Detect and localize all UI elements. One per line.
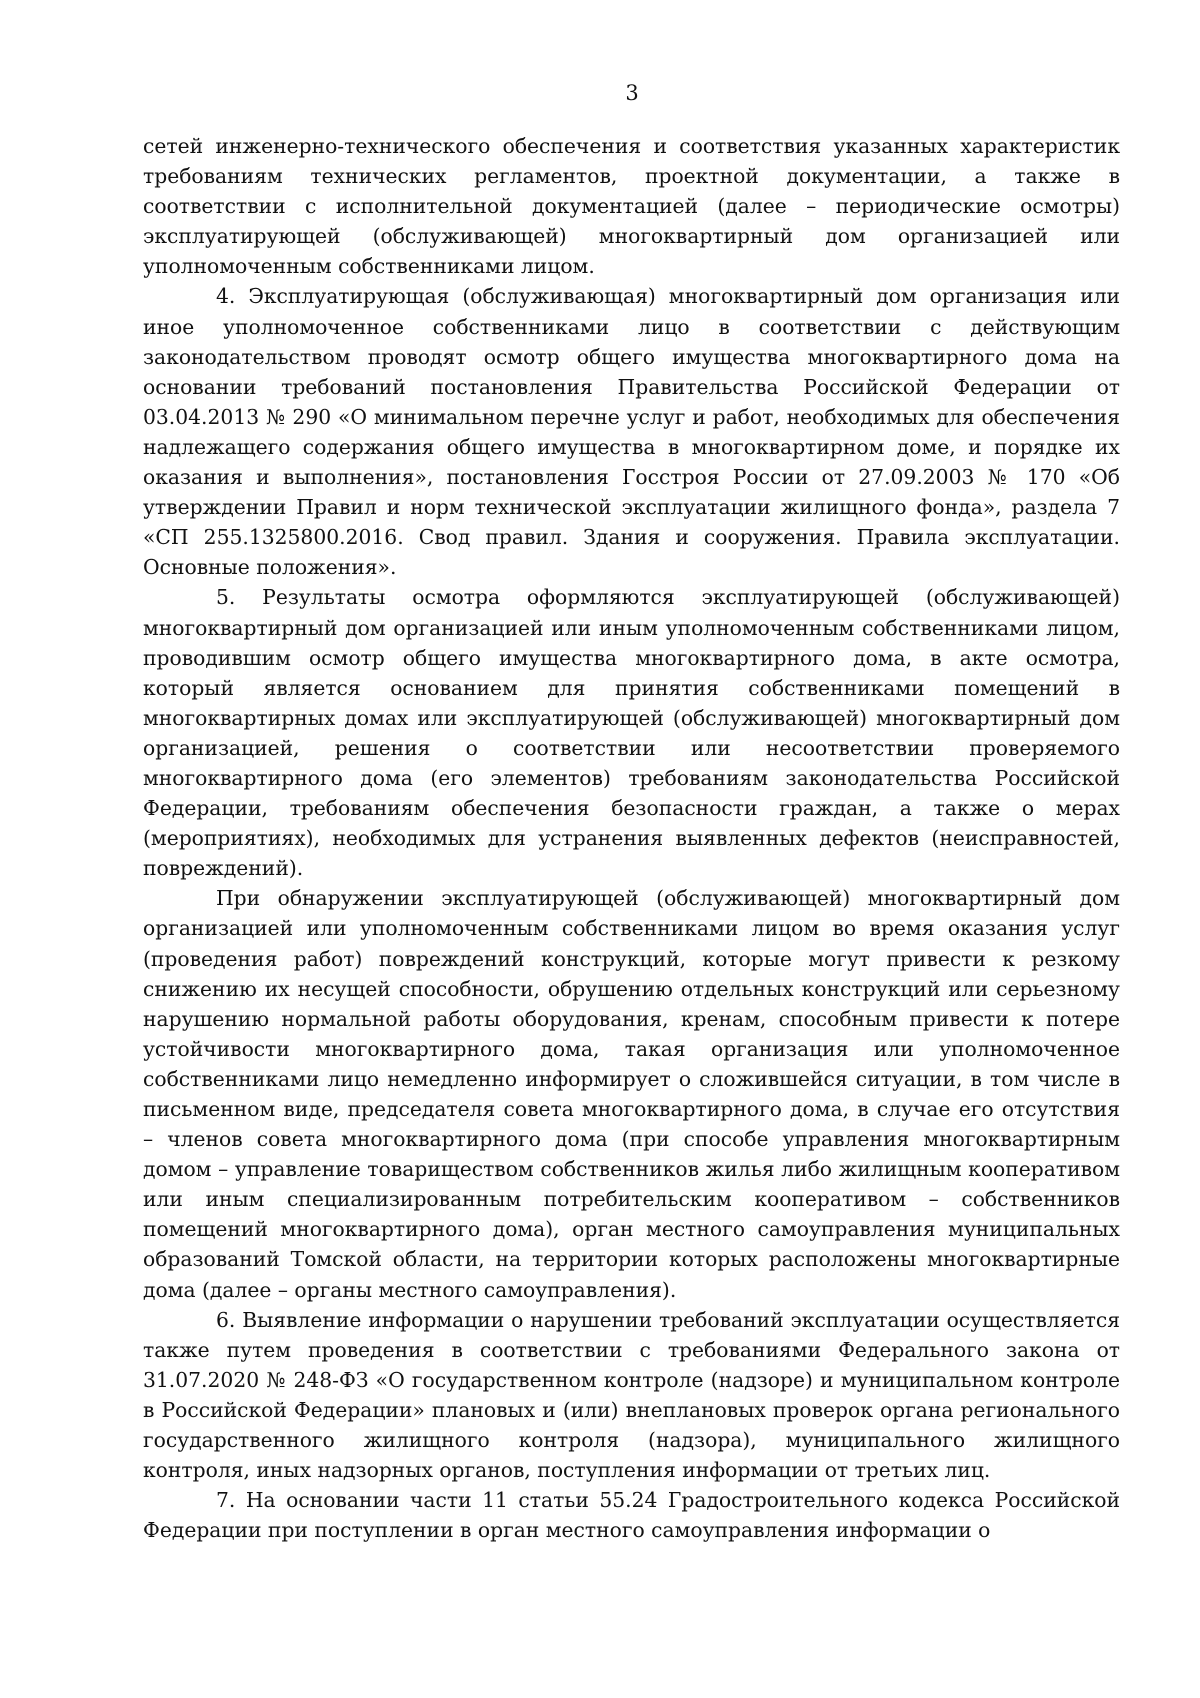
paragraph-continuation: сетей инженерно-технического обеспечения и соответствия указанных характеристик требованиям технических регламентов, проектной документации, а также в соответствии с исполнительной документацией (далее – периодические осмотры) эксплуатирующей (обслуживающей) многоквартирный дом организацией или уполномоченным собственниками лицом. — [143, 134, 1120, 279]
paragraph-item-6: 6. Выявление информации о нарушении требований эксплуатации осуществляется также путем проведения в соответствии с требованиями Федерального закона от 31.07.2020 № 248-ФЗ «О государственном контроле (надзоре) и муниципальном контроле в Российской Федерации» плановых и (или) внеплановых проверок органа регионального государственного жилищного контроля (надзора), муниципального жилищного контроля, иных надзорных органов, поступления информации от третьих лиц. — [143, 1307, 1120, 1483]
document-body — [143, 131, 1120, 1545]
paragraph-item-4: 4. Эксплуатирующая (обслуживающая) многоквартирный дом организация или иное уполномоченное собственниками лицо в соответствии с действующим законодательством проводят осмотр общего имущества многоквартирного дома на основании требований постановления Правительства Российской Федерации от 03.04.2013 № 290 «О минимальном перечне услуг и работ, необходимых для обеспечения надлежащего содержания общего имущества в многоквартирном доме, и порядке их оказания и выполнения», постановления Госстроя России от 27.09.2003 № 170 «Об утверждении Правил и норм технической эксплуатации жилищного фонда», раздела 7 «СП 255.1325800.2016. Свод правил. Здания и сооружения. Правила эксплуатации. Основные положения». — [143, 284, 1120, 580]
paragraph-item-7: 7. На основании части 11 статьи 55.24 Градостроительного кодекса Российской Федерации при поступлении в орган местного самоуправления информации о — [143, 1488, 1120, 1543]
paragraph-item-5: 5. Результаты осмотра оформляются эксплуатирующей (обслуживающей) многоквартирный дом организацией или иным уполномоченным собственниками лицом, проводившим осмотр общего имущества многоквартирного дома, в акте осмотра, который является основанием для принятия собственниками помещений в многоквартирных домах или эксплуатирующей (обслуживающей) многоквартирный дом организацией, решения о соответствии или несоответствии проверяемого многоквартирного дома (его элементов) требованиям законодательства Российской Федерации, требованиям обеспечения безопасности граждан, а также о мерах (мероприятиях), необходимых для устранения выявленных дефектов (неисправностей, повреждений). — [143, 585, 1120, 881]
paragraph-damage-detection: При обнаружении эксплуатирующей (обслуживающей) многоквартирный дом организацией или уполномоченным собственниками лицом во время оказания услуг (проведения работ) повреждений конструкций, которые могут привести к резкому снижению их несущей способности, обрушению отдельных конструкций или серьезному нарушению нормальной работы оборудования, кренам, способным привести к потере устойчивости многоквартирного дома, такая организация или уполномоченное собственниками лицо немедленно информирует о сложившейся ситуации, в том числе в письменном виде, председателя совета многоквартирного дома, в случае его отсутствия – членов совета многоквартирного дома (при способе управления многоквартирным домом – управление товариществом собственников жилья либо жилищным кооперативом или иным специализированным потребительским кооперативом – собственников помещений многоквартирного дома), орган местного самоуправления муниципальных образований Томской области, на территории которых расположены многоквартирные дома (далее – органы местного самоуправления). — [143, 886, 1120, 1302]
page-number: 3 — [625, 81, 639, 105]
